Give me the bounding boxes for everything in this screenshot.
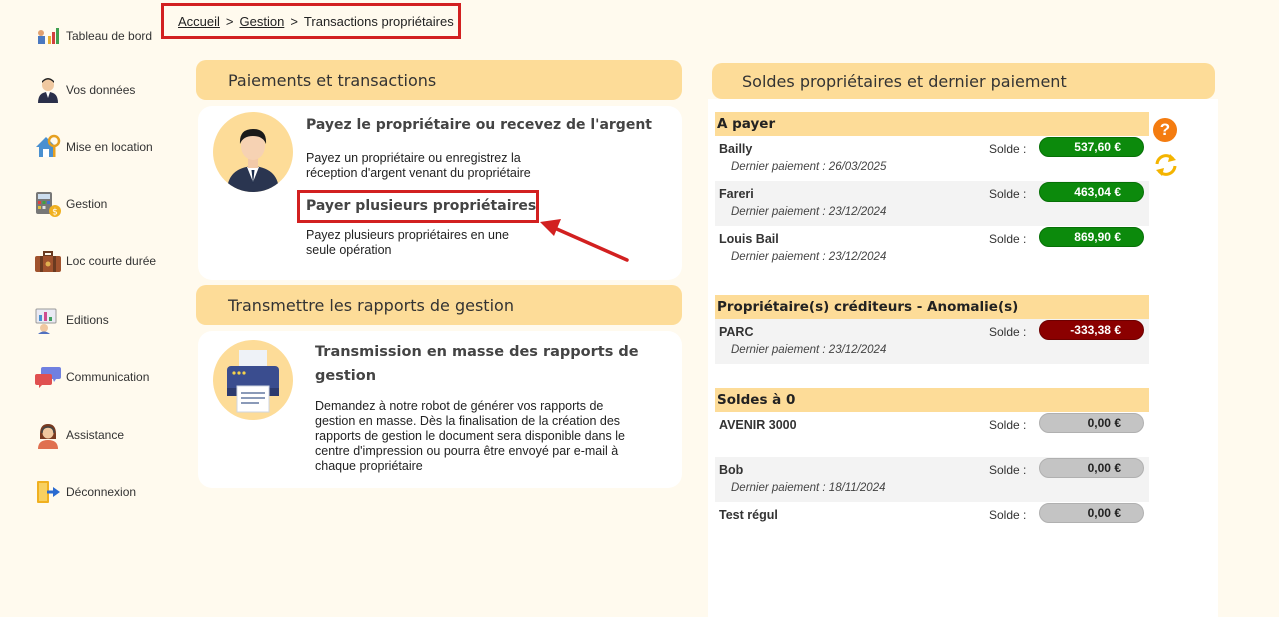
help-icon[interactable]: ? [1153,118,1177,142]
mass-reports-text-line: centre d'impression ou pourra être envoyé par e-mail à [315,444,619,458]
balance-badge[interactable]: 0,00 € [1039,503,1144,523]
sidebar [0,0,185,617]
last-payment: Dernier paiement : 23/12/2024 [731,344,887,356]
sidebar-item-label: Gestion [66,197,108,211]
owner-name: Fareri [719,187,754,201]
calculator-icon [34,190,62,218]
solde-label: Solde : [989,508,1027,522]
sidebar-item-label: Loc courte durée [66,254,157,268]
mass-reports-text-line: gestion en masse. Dès la finalisation de la création des [315,414,621,428]
section-a-payer-header: A payer [715,112,1149,136]
balance-badge[interactable]: 463,04 € [1039,182,1144,202]
house-key-icon [34,133,62,161]
mass-reports-title[interactable]: Transmission en masse des rapports de [315,344,639,360]
pay-owner-text-line: Payez un propriétaire ou enregistrez la [306,151,521,165]
balance-badge[interactable]: 537,60 € [1039,137,1144,157]
sidebar-item-label: Mise en location [66,140,153,154]
sidebar-item-gestion[interactable] [34,187,107,221]
pay-multiple-text-line: Payez plusieurs propriétaires en une [306,228,509,242]
owner-name: Louis Bail [719,232,779,246]
payments-panel-header: Paiements et transactions [196,60,682,100]
balances-panel-header: Soldes propriétaires et dernier paiement [712,63,1215,99]
owner-name: Test régul [719,508,778,522]
owner-name: PARC [719,325,754,339]
sidebar-item-label: Communication [66,370,150,384]
last-payment: Dernier paiement : 23/12/2024 [731,206,887,218]
table-row[interactable] [715,319,1149,364]
editions-icon [34,306,62,334]
chat-icon [34,363,62,391]
printer-icon [213,340,293,420]
reports-panel-header: Transmettre les rapports de gestion [196,285,682,325]
sidebar-item-dashboard[interactable] [34,19,152,53]
table-row[interactable] [715,412,1149,457]
table-row[interactable] [715,226,1149,271]
table-row[interactable] [715,136,1149,181]
pay-multiple-owners-link[interactable]: Payer plusieurs propriétaires [306,198,537,214]
table-row[interactable] [715,502,1149,547]
solde-label: Solde : [989,463,1027,477]
sidebar-item-editions[interactable] [34,303,109,337]
last-payment: Dernier paiement : 18/11/2024 [731,482,886,494]
sidebar-item-label: Tableau de bord [66,29,153,43]
support-agent-icon [34,421,62,449]
sidebar-item-assistance[interactable] [34,418,124,452]
sidebar-item-communication[interactable] [34,360,149,394]
sidebar-item-label: Déconnexion [66,485,137,499]
balance-badge[interactable]: 0,00 € [1039,458,1144,478]
user-icon [34,76,62,104]
logout-icon [34,478,62,506]
last-payment: Dernier paiement : 23/12/2024 [731,251,887,263]
section-soldes-zero-header: Soldes à 0 [715,388,1149,412]
pay-owner-title[interactable]: Payez le propriétaire ou recevez de l'argent [306,117,652,133]
mass-reports-text-line: chaque propriétaire [315,459,423,473]
refresh-icon[interactable] [1153,152,1179,178]
sidebar-item-loc-courte-duree[interactable] [34,244,156,278]
pay-owner-text-line: réception d'argent venant du propriétaire [306,166,531,180]
owner-name: Bailly [719,142,753,156]
pay-multiple-text-line: seule opération [306,243,392,257]
sidebar-item-mise-en-location[interactable] [34,130,153,164]
sidebar-item-label: Assistance [66,428,125,442]
breadcrumb-separator: > [225,13,234,29]
balance-badge[interactable]: -333,38 € [1039,320,1144,340]
solde-label: Solde : [989,232,1027,246]
breadcrumb-current: Transactions propriétaires [303,13,454,29]
svg-text:$: $ [52,207,58,218]
sidebar-item-label: Editions [66,313,109,327]
mass-reports-text-line: Demandez à notre robot de générer vos rapports de [315,399,604,413]
sidebar-item-label: Vos données [66,83,136,97]
balance-badge[interactable]: 0,00 € [1039,413,1144,433]
mass-reports-text-line: rapports de gestion le document sera disponible dans le [315,429,625,443]
sidebar-item-deconnexion[interactable] [34,475,136,509]
solde-label: Solde : [989,325,1027,339]
suitcase-icon [34,247,62,275]
balance-badge[interactable]: 869,90 € [1039,227,1144,247]
mass-reports-title[interactable]: gestion [315,368,377,384]
solde-label: Solde : [989,142,1027,156]
table-row[interactable] [715,181,1149,226]
table-row[interactable] [715,457,1149,502]
breadcrumb-link-gestion[interactable]: Gestion [239,13,285,29]
owner-avatar-icon [213,112,293,192]
solde-label: Solde : [989,187,1027,201]
solde-label: Solde : [989,418,1027,432]
owner-name: AVENIR 3000 [719,418,797,432]
sidebar-item-vos-donnees[interactable] [34,73,135,107]
breadcrumb-link-accueil[interactable]: Accueil [178,13,220,29]
last-payment: Dernier paiement : 26/03/2025 [731,161,887,173]
owner-name: Bob [719,463,744,477]
section-crediteurs-header: Propriétaire(s) créditeurs - Anomalie(s) [715,295,1149,319]
breadcrumb [161,3,461,39]
annotation-arrow [530,210,640,270]
breadcrumb-separator: > [290,13,298,29]
dashboard-icon [34,22,62,50]
